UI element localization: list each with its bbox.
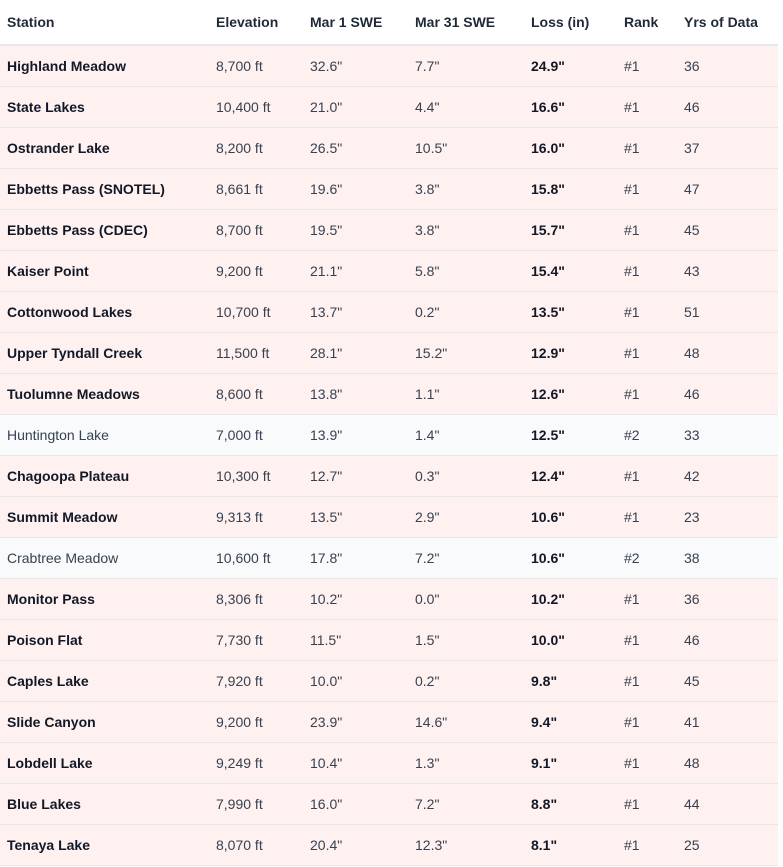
years-of-data-cell: 38	[684, 549, 700, 566]
mar1-swe-cell: 21.0"	[310, 98, 343, 115]
mar31-swe-cell: 3.8"	[415, 180, 440, 197]
loss-cell: 16.6"	[531, 98, 565, 115]
years-of-data-cell: 33	[684, 426, 700, 443]
rank-cell: #1	[624, 262, 640, 279]
mar1-swe-cell: 17.8"	[310, 549, 343, 566]
elevation-cell: 7,920 ft	[216, 672, 263, 689]
years-of-data-cell: 45	[684, 672, 700, 689]
mar1-swe-cell: 13.9"	[310, 426, 343, 443]
mar31-swe-cell: 15.2"	[415, 344, 448, 361]
station-cell: Slide Canyon	[7, 713, 96, 730]
table-row	[0, 455, 778, 496]
table-row	[0, 783, 778, 824]
rank-cell: #1	[624, 139, 640, 156]
elevation-cell: 9,313 ft	[216, 508, 263, 525]
station-cell: Cottonwood Lakes	[7, 303, 133, 320]
rank-cell: #1	[624, 754, 640, 771]
loss-cell: 24.9"	[531, 57, 565, 74]
station-cell: Caples Lake	[7, 672, 89, 689]
station-cell: Tuolumne Meadows	[7, 385, 140, 402]
station-cell: Summit Meadow	[7, 508, 118, 525]
table-row	[0, 250, 778, 291]
mar1-swe-cell: 10.2"	[310, 590, 343, 607]
elevation-cell: 7,990 ft	[216, 795, 263, 812]
mar31-swe-cell: 14.6"	[415, 713, 448, 730]
loss-cell: 8.1"	[531, 836, 558, 853]
rank-cell: #1	[624, 836, 640, 853]
column-header-elevation[interactable]: Elevation	[216, 14, 279, 30]
loss-cell: 15.4"	[531, 262, 565, 279]
station-cell: Lobdell Lake	[7, 754, 93, 771]
rank-cell: #1	[624, 795, 640, 812]
table-row	[0, 332, 778, 373]
elevation-cell: 11,500 ft	[216, 344, 270, 361]
column-header-mar1-swe[interactable]: Mar 1 SWE	[310, 14, 383, 30]
elevation-cell: 8,700 ft	[216, 221, 263, 238]
loss-cell: 12.4"	[531, 467, 565, 484]
rank-cell: #1	[624, 467, 640, 484]
mar31-swe-cell: 1.4"	[415, 426, 440, 443]
years-of-data-cell: 46	[684, 98, 700, 115]
table-header	[0, 0, 778, 45]
mar1-swe-cell: 23.9"	[310, 713, 343, 730]
table-row	[0, 86, 778, 127]
station-cell: Monitor Pass	[7, 590, 95, 607]
mar1-swe-cell: 13.7"	[310, 303, 343, 320]
mar1-swe-cell: 28.1"	[310, 344, 343, 361]
station-cell: Tenaya Lake	[7, 836, 91, 853]
mar1-swe-cell: 32.6"	[310, 57, 343, 74]
loss-cell: 12.9"	[531, 344, 565, 361]
elevation-cell: 10,700 ft	[216, 303, 271, 320]
mar31-swe-cell: 5.8"	[415, 262, 440, 279]
elevation-cell: 9,200 ft	[216, 262, 263, 279]
station-cell: Highland Meadow	[7, 57, 126, 74]
table-row	[0, 127, 778, 168]
rank-cell: #1	[624, 385, 640, 402]
elevation-cell: 8,661 ft	[216, 180, 263, 197]
table-row	[0, 701, 778, 742]
elevation-cell: 10,600 ft	[216, 549, 271, 566]
years-of-data-cell: 48	[684, 754, 700, 771]
loss-cell: 9.1"	[531, 754, 558, 771]
station-cell: Ebbetts Pass (SNOTEL)	[7, 180, 165, 197]
rank-cell: #1	[624, 57, 640, 74]
station-cell: Upper Tyndall Creek	[7, 344, 143, 361]
mar1-swe-cell: 21.1"	[310, 262, 343, 279]
elevation-cell: 10,300 ft	[216, 467, 271, 484]
rank-cell: #1	[624, 221, 640, 238]
years-of-data-cell: 42	[684, 467, 700, 484]
rank-cell: #2	[624, 549, 640, 566]
mar31-swe-cell: 7.2"	[415, 795, 440, 812]
rank-cell: #1	[624, 508, 640, 525]
years-of-data-cell: 46	[684, 385, 700, 402]
years-of-data-cell: 25	[684, 836, 700, 853]
station-cell: Crabtree Meadow	[7, 549, 119, 566]
mar31-swe-cell: 7.7"	[415, 57, 440, 74]
rank-cell: #1	[624, 180, 640, 197]
mar31-swe-cell: 0.2"	[415, 303, 440, 320]
mar1-swe-cell: 13.5"	[310, 508, 343, 525]
table-row	[0, 824, 778, 865]
station-cell: State Lakes	[7, 98, 85, 115]
years-of-data-cell: 43	[684, 262, 700, 279]
mar1-swe-cell: 26.5"	[310, 139, 343, 156]
table-row	[0, 496, 778, 537]
column-header-years-of-data[interactable]: Yrs of Data	[684, 14, 758, 30]
loss-cell: 9.4"	[531, 713, 558, 730]
loss-cell: 10.6"	[531, 549, 565, 566]
mar1-swe-cell: 11.5"	[310, 631, 342, 648]
column-header-loss[interactable]: Loss (in)	[531, 14, 590, 30]
elevation-cell: 7,000 ft	[216, 426, 263, 443]
table-row	[0, 742, 778, 783]
rank-cell: #1	[624, 344, 640, 361]
loss-cell: 15.7"	[531, 221, 565, 238]
mar1-swe-cell: 20.4"	[310, 836, 343, 853]
table-row	[0, 373, 778, 414]
elevation-cell: 9,249 ft	[216, 754, 263, 771]
table-row	[0, 414, 778, 455]
mar1-swe-cell: 10.0"	[310, 672, 343, 689]
loss-cell: 15.8"	[531, 180, 565, 197]
elevation-cell: 10,400 ft	[216, 98, 271, 115]
rank-cell: #1	[624, 672, 640, 689]
mar31-swe-cell: 0.3"	[415, 467, 440, 484]
elevation-cell: 8,600 ft	[216, 385, 263, 402]
years-of-data-cell: 36	[684, 57, 700, 74]
mar31-swe-cell: 0.0"	[415, 590, 440, 607]
station-cell: Poison Flat	[7, 631, 83, 648]
table-row	[0, 209, 778, 250]
years-of-data-cell: 41	[684, 713, 700, 730]
loss-cell: 8.8"	[531, 795, 558, 812]
elevation-cell: 8,700 ft	[216, 57, 263, 74]
mar1-swe-cell: 19.5"	[310, 221, 343, 238]
station-cell: Huntington Lake	[7, 426, 109, 443]
table-row	[0, 168, 778, 209]
years-of-data-cell: 45	[684, 221, 700, 238]
years-of-data-cell: 51	[684, 303, 700, 320]
mar31-swe-cell: 1.3"	[415, 754, 440, 771]
elevation-cell: 7,730 ft	[216, 631, 263, 648]
loss-cell: 12.5"	[531, 426, 565, 443]
years-of-data-cell: 36	[684, 590, 700, 607]
years-of-data-cell: 46	[684, 631, 700, 648]
rank-cell: #1	[624, 98, 640, 115]
mar31-swe-cell: 2.9"	[415, 508, 440, 525]
mar31-swe-cell: 12.3"	[415, 836, 448, 853]
column-header-mar31-swe[interactable]: Mar 31 SWE	[415, 14, 496, 30]
years-of-data-cell: 44	[684, 795, 700, 812]
loss-cell: 12.6"	[531, 385, 565, 402]
column-header-rank[interactable]: Rank	[624, 14, 659, 30]
years-of-data-cell: 23	[684, 508, 700, 525]
table-row	[0, 578, 778, 619]
station-cell: Kaiser Point	[7, 262, 89, 279]
mar1-swe-cell: 13.8"	[310, 385, 343, 402]
mar31-swe-cell: 7.2"	[415, 549, 440, 566]
mar31-swe-cell: 3.8"	[415, 221, 440, 238]
mar31-swe-cell: 10.5"	[415, 139, 448, 156]
station-cell: Ebbetts Pass (CDEC)	[7, 221, 148, 238]
years-of-data-cell: 37	[684, 139, 700, 156]
table-row	[0, 619, 778, 660]
table-row	[0, 537, 778, 578]
years-of-data-cell: 48	[684, 344, 700, 361]
station-cell: Chagoopa Plateau	[7, 467, 130, 484]
table-body	[0, 45, 778, 865]
loss-cell: 16.0"	[531, 139, 565, 156]
mar1-swe-cell: 10.4"	[310, 754, 343, 771]
rank-cell: #1	[624, 713, 640, 730]
mar1-swe-cell: 12.7"	[310, 467, 343, 484]
station-cell: Blue Lakes	[7, 795, 81, 812]
station-cell: Ostrander Lake	[7, 139, 110, 156]
rank-cell: #1	[624, 590, 640, 607]
loss-cell: 10.2"	[531, 590, 565, 607]
rank-cell: #1	[624, 631, 640, 648]
mar31-swe-cell: 4.4"	[415, 98, 440, 115]
elevation-cell: 8,070 ft	[216, 836, 263, 853]
mar31-swe-cell: 0.2"	[415, 672, 440, 689]
loss-cell: 13.5"	[531, 303, 565, 320]
loss-cell: 10.6"	[531, 508, 565, 525]
header-row	[0, 0, 778, 45]
elevation-cell: 9,200 ft	[216, 713, 263, 730]
rank-cell: #2	[624, 426, 640, 443]
rank-cell: #1	[624, 303, 640, 320]
elevation-cell: 8,200 ft	[216, 139, 263, 156]
mar31-swe-cell: 1.1"	[415, 385, 440, 402]
loss-cell: 9.8"	[531, 672, 558, 689]
table-row	[0, 45, 778, 86]
table-row	[0, 291, 778, 332]
mar1-swe-cell: 19.6"	[310, 180, 343, 197]
column-header-station[interactable]: Station	[7, 14, 55, 30]
mar1-swe-cell: 16.0"	[310, 795, 343, 812]
loss-cell: 10.0"	[531, 631, 565, 648]
table-row	[0, 660, 778, 701]
elevation-cell: 8,306 ft	[216, 590, 263, 607]
years-of-data-cell: 47	[684, 180, 700, 197]
mar31-swe-cell: 1.5"	[415, 631, 440, 648]
